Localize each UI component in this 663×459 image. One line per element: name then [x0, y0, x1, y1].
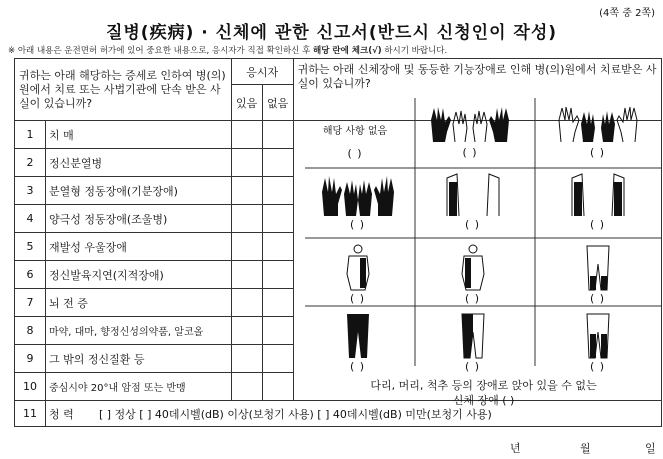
no-checkbox[interactable] — [262, 121, 293, 149]
paren-field[interactable]: ( ) — [464, 360, 481, 373]
yes-checkbox[interactable] — [231, 373, 262, 401]
sitting-disability — [305, 378, 662, 408]
yes-checkbox[interactable] — [231, 121, 262, 149]
yes-checkbox[interactable] — [231, 289, 262, 317]
hearing-options[interactable]: [ ] 정상 [ ] 40데시벨(dB) 이상(보청기 사용) [ ] 40데시벨(dB) 미만(보청기 사용) — [98, 407, 492, 421]
yes-header: 있음 — [231, 85, 262, 121]
paren-field[interactable]: ( ) — [589, 218, 606, 231]
paren-field[interactable]: ( ) — [464, 292, 481, 305]
item-label: 뇌 전 증 — [45, 289, 231, 317]
item-no: 2 — [15, 149, 46, 177]
yes-checkbox[interactable] — [231, 177, 262, 205]
date-year: 년 — [510, 442, 521, 455]
item-label: 정신발육지연(지적장애) — [45, 261, 231, 289]
paren-field[interactable]: ( ) — [589, 360, 606, 373]
sitting-text-2[interactable]: 신체 장애 ( ) — [452, 394, 515, 407]
item-label: 마약, 대마, 향정신성의약품, 알코올 — [45, 317, 231, 345]
paren-field[interactable]: ( ) — [349, 218, 366, 231]
no-header: 없음 — [262, 85, 293, 121]
item-label: 그 밖의 정신질환 등 — [45, 345, 231, 373]
no-checkbox[interactable] — [262, 177, 293, 205]
none-paren[interactable]: ( ) — [347, 147, 363, 160]
no-checkbox[interactable] — [262, 261, 293, 289]
paren-field[interactable]: ( ) — [464, 218, 481, 231]
date-month: 월 — [580, 442, 591, 455]
item-no: 4 — [15, 205, 46, 233]
paren-field[interactable]: ( ) — [462, 146, 478, 159]
notice-emphasis: 해당 란에 체크(√) — [313, 46, 382, 56]
item-no: 3 — [15, 177, 46, 205]
item-no: 9 — [15, 345, 46, 373]
applicant-header: 응시자 — [231, 59, 293, 85]
yes-checkbox[interactable] — [231, 345, 262, 373]
yes-checkbox[interactable] — [231, 149, 262, 177]
date-day: 일 — [645, 442, 656, 455]
item-no: 6 — [15, 261, 46, 289]
yes-checkbox[interactable] — [231, 233, 262, 261]
no-checkbox[interactable] — [262, 233, 293, 261]
item-no: 7 — [15, 289, 46, 317]
paren-field[interactable]: ( ) — [349, 360, 366, 373]
figure-grid-lines — [305, 98, 662, 366]
item-label: 정신분열병 — [45, 149, 231, 177]
no-checkbox[interactable] — [262, 373, 293, 401]
paren-field[interactable]: ( ) — [349, 292, 366, 305]
item-no: 5 — [15, 233, 46, 261]
item-label: 재발성 우울장애 — [45, 233, 231, 261]
notice-text — [8, 44, 447, 56]
item-no: 1 — [15, 121, 46, 149]
item-no: 10 — [15, 373, 46, 401]
yes-checkbox[interactable] — [231, 261, 262, 289]
no-checkbox[interactable] — [262, 205, 293, 233]
hearing-label: 청 력 — [48, 407, 74, 421]
yes-checkbox[interactable] — [231, 317, 262, 345]
notice-suffix: 하시기 바랍니다. — [381, 46, 448, 56]
right-question: 귀하는 아래 신체장애 및 동등한 기능장애로 인해 병(의)원에서 치료받은 사실이 있습니까? — [293, 59, 661, 121]
no-checkbox[interactable] — [262, 149, 293, 177]
none-label: 해당 사항 없음 — [322, 126, 388, 137]
item-label: 분열형 정동장애(기분장애) — [45, 177, 231, 205]
sitting-text: 다리, 머리, 척추 등의 장애로 앉아 있을 수 없는 — [370, 379, 597, 392]
item-label: 치 매 — [45, 121, 231, 149]
left-question: 귀하는 아래 해당하는 증세로 인하여 병(의)원에서 치료 또는 사법기관에 단속 받은 사실이 있습니까? — [15, 59, 232, 121]
item-no: 8 — [15, 317, 46, 345]
no-checkbox[interactable] — [262, 317, 293, 345]
no-checkbox[interactable] — [262, 345, 293, 373]
notice-prefix: ※ 아래 내용은 운전면허 허가에 있어 중요한 내용으로, 응시자가 직접 확인하신 후 — [8, 46, 314, 56]
page-number: (4쪽 중 2쪽) — [599, 8, 655, 19]
item-label: 양극성 정동장애(조울병) — [45, 205, 231, 233]
item-label: 중심시야 20°내 암점 또는 반맹 — [45, 373, 231, 401]
paren-field[interactable]: ( ) — [589, 292, 606, 305]
paren-field[interactable]: ( ) — [589, 146, 606, 159]
no-checkbox[interactable] — [262, 289, 293, 317]
hearing-no: 11 — [15, 401, 46, 427]
yes-checkbox[interactable] — [231, 205, 262, 233]
form-title: 질병(疾病) · 신체에 관한 신고서(반드시 신청인이 작성) — [105, 23, 558, 43]
